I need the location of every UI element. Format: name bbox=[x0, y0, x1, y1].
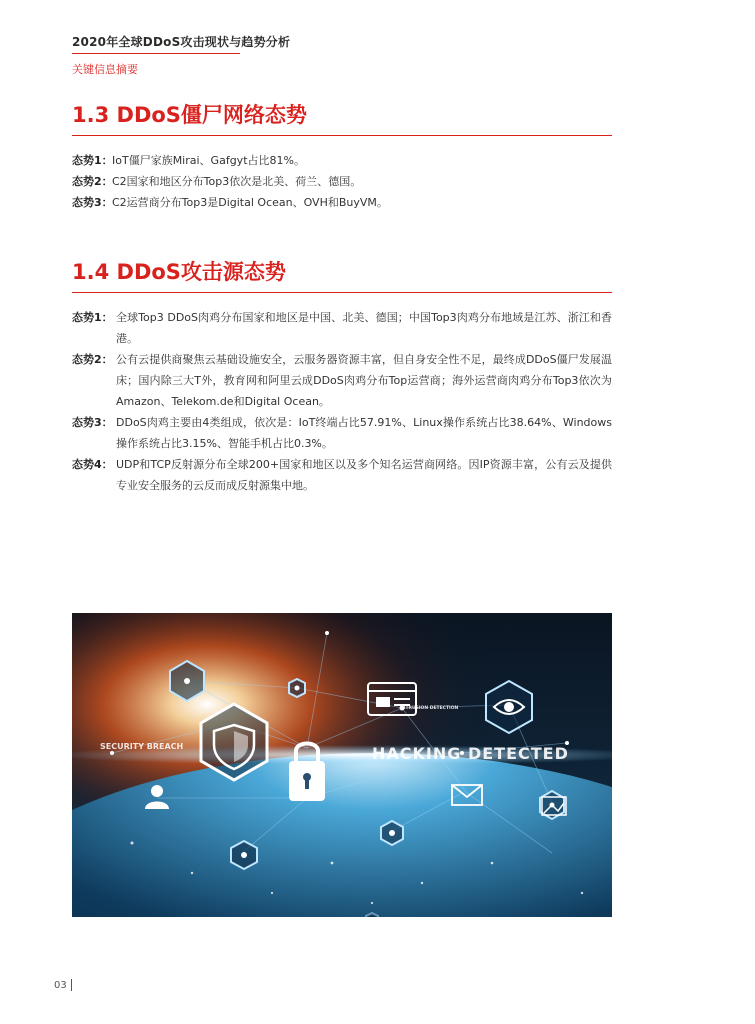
item-text: UDP和TCP反射源分布全球200+国家和地区以及多个知名运营商网络。因IP资源丰富，公有云及提供专业安全服务的云反而成反射源集中地。 bbox=[116, 458, 612, 492]
item-label: 态势1： bbox=[72, 154, 113, 167]
item-text: IoT僵尸家族Mirai、Gafgyt占比81%。 bbox=[112, 154, 305, 167]
section-title: 1.4 DDoS攻击源态势 bbox=[72, 258, 612, 293]
hacking-detected-label: HACKING DETECTED bbox=[372, 744, 569, 763]
list-item bbox=[72, 349, 612, 412]
header-rule bbox=[72, 53, 240, 54]
item-label: 态势3： bbox=[72, 196, 113, 209]
security-breach-label: SECURITY BREACH bbox=[100, 742, 184, 751]
list-item bbox=[72, 454, 612, 496]
section-title: 1.3 DDoS僵尸网络态势 bbox=[72, 101, 612, 136]
cybersecurity-hero-image bbox=[72, 613, 612, 917]
item-label: 态势3： bbox=[72, 416, 113, 429]
header-title: 2020年全球DDoS攻击现状与趋势分析 bbox=[72, 35, 291, 49]
item-text: 全球Top3 DDoS肉鸡分布国家和地区是中国、北美、德国；中国Top3肉鸡分布地域是江苏、浙江和香港。 bbox=[116, 311, 612, 345]
list-item bbox=[72, 150, 612, 171]
item-label: 态势4： bbox=[72, 458, 113, 471]
list-item bbox=[72, 192, 612, 213]
section-botnet bbox=[72, 101, 612, 213]
item-label: 态势2： bbox=[72, 175, 113, 188]
item-text: C2运营商分布Top3是Digital Ocean、OVH和BuyVM。 bbox=[112, 196, 388, 209]
header-subtitle: 关键信息摘要 bbox=[72, 63, 138, 76]
item-text: 公有云提供商聚焦云基础设施安全，云服务器资源丰富，但自身安全性不足，最终成DDoS僵尸发展温床；国内除三大T外，教育网和阿里云成DDoS肉鸡分布Top运营商；海外运营商肉鸡分布Top3依次为Amazon、Telekom.de和Digital Ocean。 bbox=[116, 353, 612, 408]
page-number: 03 bbox=[54, 980, 67, 991]
item-label: 态势2： bbox=[72, 353, 113, 366]
list-item bbox=[72, 412, 612, 454]
page-number-divider bbox=[71, 979, 72, 991]
section-attack-source bbox=[72, 258, 612, 496]
item-text: DDoS肉鸡主要由4类组成，依次是：IoT终端占比57.91%、Linux操作系统占比38.64%、Windows操作系统占比3.15%、智能手机占比0.3%。 bbox=[116, 416, 612, 450]
list-item bbox=[72, 171, 612, 192]
item-label: 态势1： bbox=[72, 311, 113, 324]
intrusion-detection-label: INTRUSION DETECTION bbox=[400, 706, 459, 711]
network-illustration bbox=[72, 613, 612, 917]
list-item bbox=[72, 307, 612, 349]
item-text: C2国家和地区分布Top3依次是北美、荷兰、德国。 bbox=[112, 175, 362, 188]
